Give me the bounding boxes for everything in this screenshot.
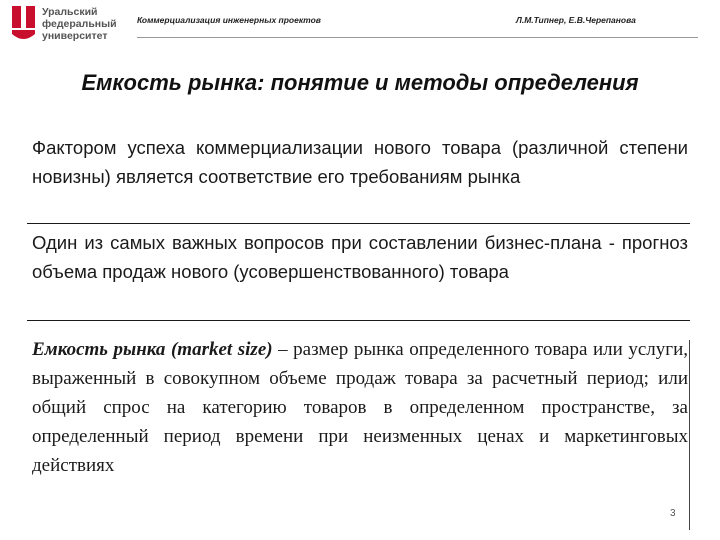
paragraph-success-factor: Фактором успеха коммерциализации нового товара (различной степени новизны) является соответствие его требованиям рынка xyxy=(32,137,688,187)
logo-line: университет xyxy=(42,30,108,42)
logo-text xyxy=(42,6,134,42)
slide-title: Емкость рынка: понятие и методы определения xyxy=(81,70,639,95)
definition-term: Емкость рынка (market size) xyxy=(32,339,273,360)
logo-line: Уральский xyxy=(42,6,98,18)
definition-text: – размер рынка определенного товара или услуги, выраженный в совокупном объеме продаж товара за расчетный период; или общий спрос на категорию товаров в определенном пространстве, за определенный период времени при неизменных ценах и маркетинговых действиях xyxy=(32,339,688,476)
page-number: 3 xyxy=(670,508,676,519)
divider xyxy=(27,320,690,321)
divider xyxy=(27,223,690,224)
university-logo-icon xyxy=(12,6,38,44)
university-logo xyxy=(12,6,132,46)
authors: Л.М.Типнер, Е.В.Черепанова xyxy=(516,15,636,25)
paragraph-sales-forecast: Один из самых важных вопросов при составлении бизнес-плана - прогноз объема продаж нового (усовершенствованного) товара xyxy=(32,232,688,282)
right-border-line xyxy=(689,340,690,530)
definition-paragraph xyxy=(32,335,688,480)
header-divider xyxy=(137,37,698,38)
logo-line: федеральный xyxy=(42,18,117,30)
course-name: Коммерциализация инженерных проектов xyxy=(137,15,321,25)
